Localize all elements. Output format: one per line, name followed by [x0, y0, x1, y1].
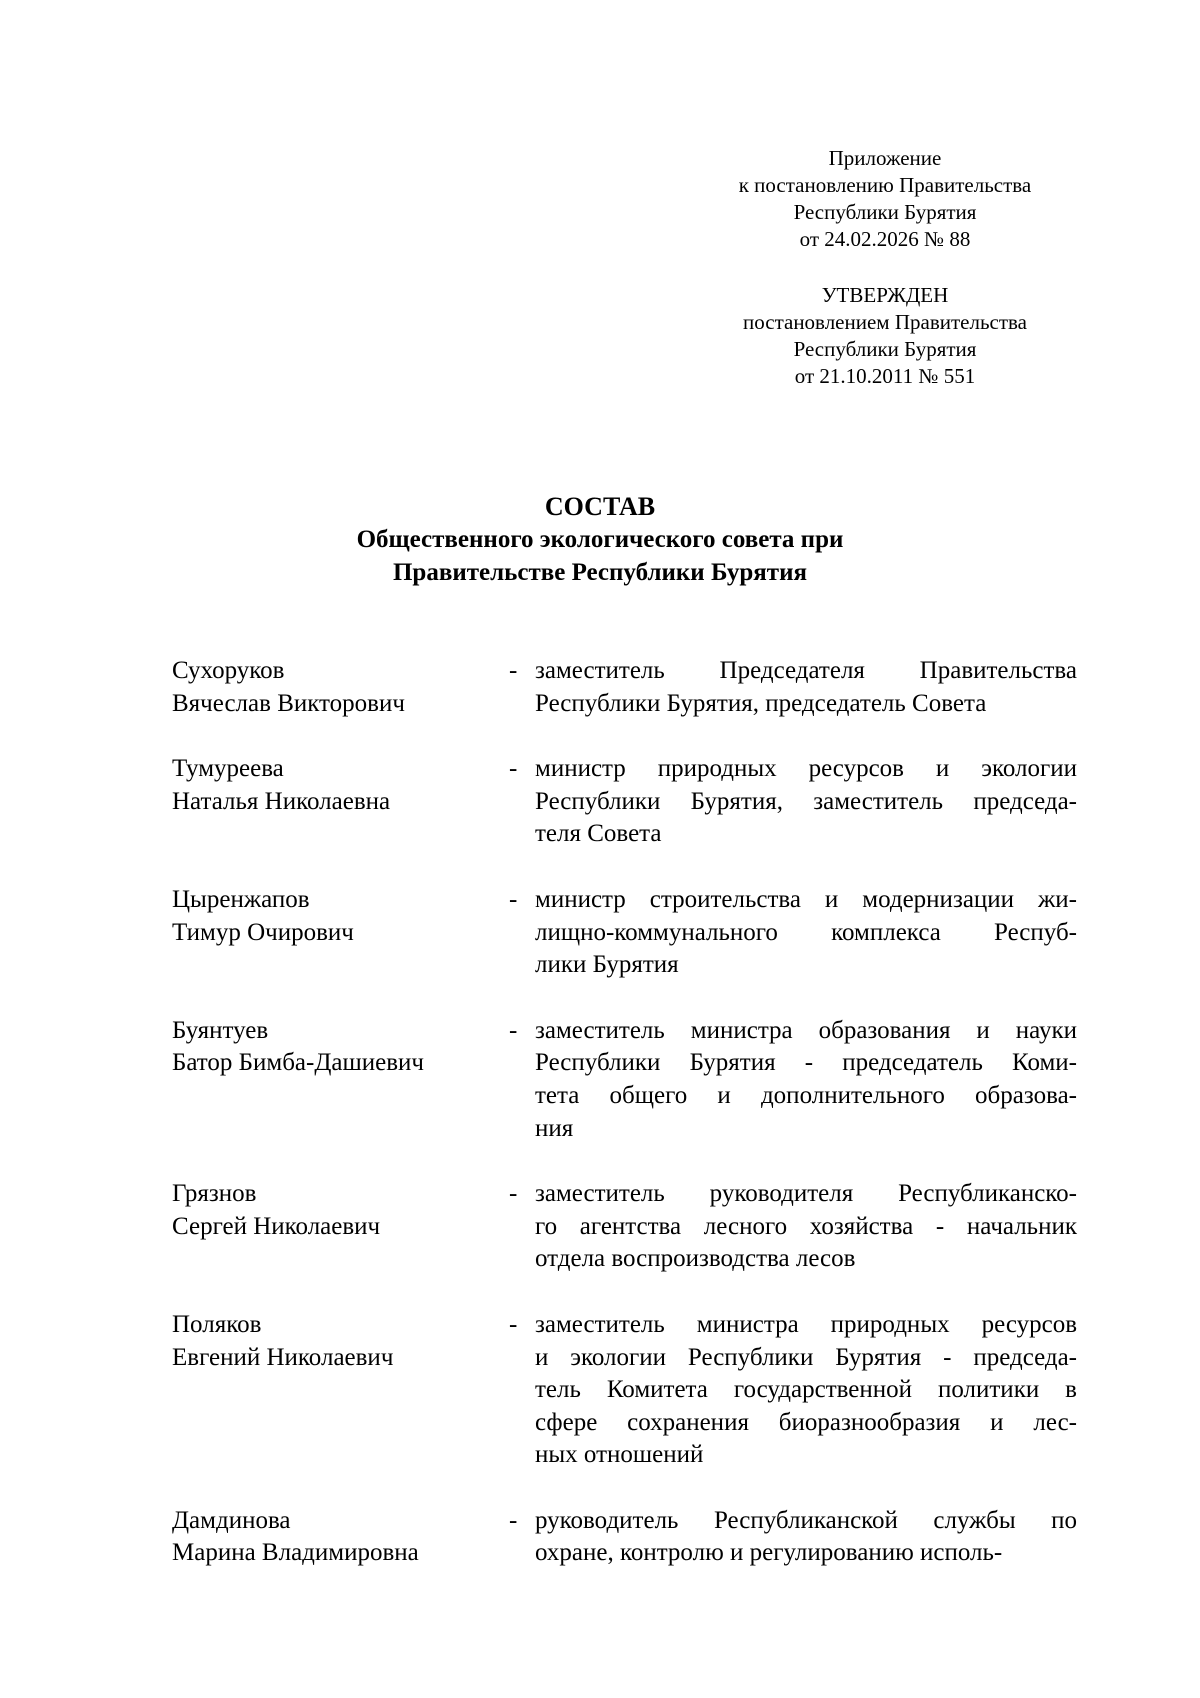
member-dash: - [509, 657, 518, 684]
appendix-reference: к постановлению Правительства [738, 173, 1032, 197]
member-entry [172, 655, 1077, 720]
member-role-line: ния [535, 1114, 574, 1142]
member-given-names: Сергей Николаевич [172, 1212, 381, 1240]
member-role-line: лики Бурятия [535, 951, 679, 979]
member-role [535, 753, 1077, 851]
member-role-line: сфере сохранения биоразнообразия и лес- [535, 1408, 1077, 1436]
title-heading: СОСТАВ [544, 492, 656, 521]
approval-date-number: от 21.10.2011 № 551 [794, 364, 976, 388]
member-role-line: го агентства лесного хозяйства - начальник [535, 1212, 1077, 1240]
member-dash: - [509, 1506, 518, 1534]
member-entry [172, 1309, 1077, 1472]
member-role [535, 1505, 1077, 1570]
member-surname: Буянтуев [172, 1016, 269, 1044]
member-given-names: Батор Бимба-Дашиевич [172, 1049, 424, 1077]
member-role-line: теля Совета [535, 820, 662, 848]
member-role-line: заместитель Председателя Правительства [535, 657, 1077, 684]
member-role-line: министр строительства и модернизации жи- [535, 885, 1077, 913]
member-surname: Грязнов [172, 1180, 257, 1208]
member-name [172, 1178, 502, 1243]
approval-republic: Республики Бурятия [793, 337, 977, 361]
appendix-block [680, 145, 1090, 253]
member-role-line: министр природных ресурсов и экологии [535, 755, 1077, 783]
member-dash: - [509, 1180, 518, 1208]
member-role-line: охране, контролю и регулированию исполь- [535, 1539, 1003, 1567]
approval-block [680, 282, 1090, 390]
member-surname: Дамдинова [172, 1506, 291, 1534]
member-name [172, 753, 502, 818]
member-role-line: тель Комитета государственной политики в [535, 1376, 1077, 1404]
member-role-line: заместитель руководителя Республиканско- [535, 1180, 1077, 1208]
member-name [172, 1015, 502, 1080]
member-role-line: лищно-коммунального комплекса Респуб- [535, 918, 1077, 946]
member-role-line: руководитель Республиканской службы по [535, 1506, 1077, 1534]
member-dash: - [509, 755, 518, 783]
member-dash: - [509, 1016, 518, 1044]
title-subtitle-line-2: Правительстве Республики Бурятия [392, 559, 808, 586]
member-dash: - [509, 885, 518, 913]
appendix-label: Приложение [828, 146, 942, 170]
member-name [172, 1309, 502, 1374]
member-role-line: ных отношений [535, 1441, 704, 1469]
approval-label: УТВЕРЖДЕН [821, 283, 949, 307]
member-name [172, 1505, 502, 1570]
member-name [172, 655, 502, 720]
member-entry [172, 1178, 1077, 1276]
member-entry [172, 1015, 1077, 1145]
member-surname: Поляков [172, 1310, 262, 1338]
appendix-republic: Республики Бурятия [793, 200, 977, 224]
member-role-line: отдела воспроизводства лесов [535, 1245, 856, 1273]
member-entry [172, 1505, 1077, 1570]
member-surname: Тумуреева [172, 755, 284, 783]
member-name [172, 884, 502, 949]
member-given-names: Евгений Николаевич [172, 1343, 394, 1371]
member-role [535, 1015, 1077, 1145]
member-role-line: Республики Бурятия - председатель Коми- [535, 1049, 1077, 1077]
member-given-names: Наталья Николаевна [172, 787, 391, 815]
member-given-names: Вячеслав Викторович [172, 689, 405, 717]
member-entry [172, 753, 1077, 851]
member-list [172, 655, 1077, 1570]
member-surname: Цыренжапов [172, 885, 310, 913]
member-role [535, 1309, 1077, 1472]
member-role [535, 884, 1077, 982]
member-given-names: Тимур Очирович [172, 918, 354, 946]
member-role-line: Республики Бурятия, заместитель председа- [535, 787, 1077, 815]
approval-reference: постановлением Правительства [742, 310, 1027, 334]
member-dash: - [509, 1310, 518, 1338]
member-role [535, 1178, 1077, 1276]
member-role-line: заместитель министра природных ресурсов [535, 1310, 1077, 1338]
member-surname: Сухоруков [172, 657, 285, 684]
member-given-names: Марина Владимировна [172, 1539, 419, 1567]
appendix-date-number: от 24.02.2026 № 88 [799, 227, 971, 251]
document-title [0, 490, 1200, 589]
member-role-line: тета общего и дополнительного образова- [535, 1081, 1077, 1109]
member-role [535, 655, 1077, 720]
member-entry [172, 884, 1077, 982]
member-role-line: и экологии Республики Бурятия - председа- [535, 1343, 1077, 1371]
member-role-line: Республики Бурятия, председатель Совета [535, 689, 987, 717]
member-role-line: заместитель министра образования и науки [535, 1016, 1077, 1044]
title-subtitle-line-1: Общественного экологического совета при [356, 526, 844, 553]
